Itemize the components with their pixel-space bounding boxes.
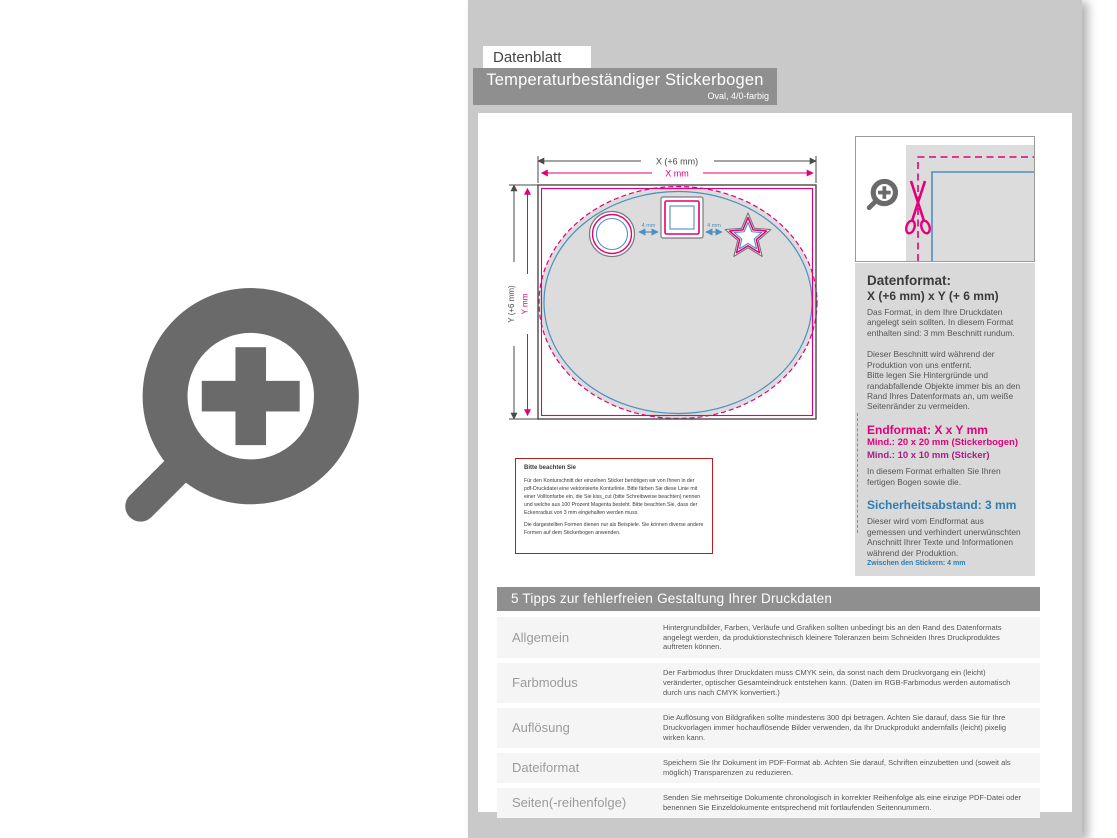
tip-label: Dateiformat [512,760,580,776]
dimension-y-inner [521,189,530,416]
endformat-paragraph: In diesem Format erhalten Sie Ihren fertigen Bogen sowie die. [867,466,1001,487]
dim-x-inner-label: X mm [665,168,689,179]
dim-x-outer-label: X (+6 mm) [655,156,699,167]
corner-sheet-area [906,145,1034,261]
notice-title: Bitte beachten Sie [524,465,577,471]
title-bar [473,68,777,105]
table-row [497,753,1040,783]
table-row [497,708,1040,748]
datenformat-value: X (+6 mm) x Y (+ 6 mm) [867,289,999,303]
zoom-plus-icon [869,181,895,207]
circle-sticker [590,212,635,257]
dimension-x-inner [542,169,814,179]
notice-paragraph-2: Die dargestellten Formen dienen nur als Beispiele. Sie können diverse andere Formen auf dem Stickerbogen anwenden. [524,522,704,537]
gap-label-left: 4 mm [641,223,656,229]
tip-label: Auflösung [512,720,570,736]
datenformat-paragraph-2a: Dieser Beschnitt wird während der Produktion von uns entfernt. [867,349,995,370]
sicherheitsabstand-paragraph: Dieser wird vom Endformat aus gemessen und verhindert unerwünschten Anschnitt Ihrer Texte und Informationen während der Produktion. [867,516,1021,558]
gap-label-right: 4 mm [707,223,721,229]
endformat-title: Endformat: X x Y mm [867,422,988,437]
endformat-min-sticker: Mind.: 10 x 10 mm (Sticker) [867,449,990,461]
tip-label: Seiten(-reihenfolge) [512,795,627,811]
corner-detail-illustration [855,136,1035,262]
format-info-panel [855,263,1035,576]
sicherheitsabstand-block [867,498,1023,567]
tips-header-label: 5 Tipps zur fehlerfreien Gestaltung Ihrer Druckdaten [511,591,833,606]
tips-table [497,617,1040,823]
sticker-sheet-diagram [500,150,830,430]
tip-text: Die Auflösung von Bildgrafiken sollte mindestens 300 dpi betragen. Achten Sie darauf, dass Sie für Ihre Druckvorlagen immer hochauflösende Bilder verwenden, da Ihr Druckprodukt andernfalls (leicht) pixelig wirken kann. [663,712,1007,742]
table-row [497,617,1040,658]
tip-label: Allgemein [512,630,570,645]
datenformat-paragraph-1: Das Format, in dem Ihre Druckdaten angelegt sein sollten. In diesem Format enthalten sind: 3 mm Beschnitt rundum. [867,307,1015,338]
notice-paragraph-1: Für den Konturschnitt der einzelnen Sticker benötigen wir von Ihnen in der pdf-Druckdatei eine vektorisierte Konturlinie. Bitte färben Sie diese Linie mit einer Volltonfarbe ein, die Sie kiss_cut (bitte Schreibweise beachten) nennen und welche aus 100 Prozent Magenta besteht. Bitte beachten Sie, dass der Eckenradius von 3 mm eingehalten werden muss. [524,478,701,517]
tip-text: Hintergrundbilder, Farben, Verläufe und Grafiken sollten unbedingt bis an den Rand des Datenformats angelegt werden, da produktionstechnisch kleinere Toleranzen beim Schneiden Ihres Druckproduktes auftreten können. [663,622,1002,652]
sticker-gap-note: Zwischen den Stickern: 4 mm [867,559,966,567]
datenblatt-tab-label: Datenblatt [493,49,562,66]
datenblatt-tab [483,46,591,68]
tips-header-bar [497,587,1040,611]
page-subtitle: Oval, 4/0-farbig [707,91,769,101]
tip-text: Speichern Sie Ihr Dokument im PDF-Format ab. Achten Sie darauf, Schriften einzubetten und (soweit als möglich) Transparenzen zu reduzieren. [663,757,1011,777]
margin-dash-line [857,413,858,533]
datenformat-paragraph-2 [867,349,1023,412]
table-row [497,788,1040,818]
tip-label: Farbmodus [512,675,578,691]
tip-text: Senden Sie mehrseitige Dokumente chronologisch in korrekter Reihenfolge als eine einzige PDF-Datei oder benennen Sie Einzeldokumente entsprechend mit fortlaufenden Seitennummern. [663,792,1022,812]
page-title: Temperaturbeständiger Stickerbogen [486,71,764,89]
endformat-min-stickerbogen: Mind.: 20 x 20 mm (Stickerbogen) [867,436,1018,448]
square-sticker [661,197,703,238]
dim-y-inner-label: Y mm [520,293,530,315]
tip-text: Der Farbmodus Ihrer Druckdaten muss CMYK sein, da sonst nach dem Druckvorgang ein (leicht) veränderter, optischer Gesamteindruck entstehen kann. (Daten im RGB-Farbmodus werden automatisch durch uns nach CMYK konvertiert.) [663,668,1011,697]
dim-y-outer-label: Y (+6 mm) [507,285,516,323]
endformat-block [867,423,1023,487]
notice-box [515,458,713,554]
table-row [497,663,1040,703]
datenformat-title: Datenformat: [867,273,952,288]
sicherheitsabstand-title: Sicherheitsabstand: 3 mm [867,498,1017,513]
zoom-plus-icon [116,286,361,541]
datenformat-paragraph-2b: Bitte legen Sie Hintergründe und randabfallende Objekte immer bis an den Rand Ihres Datenformats an, um weiße Seitenränder zu vermeiden. [867,370,1021,412]
